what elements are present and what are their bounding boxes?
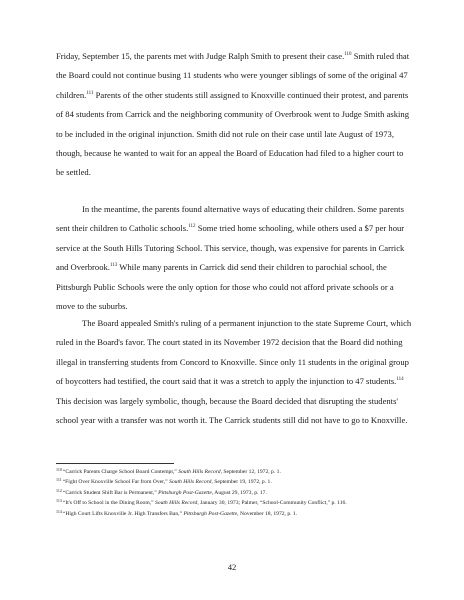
footnote-text: , September 12, 1972, p. 1.	[220, 469, 281, 475]
paragraph-text: While many parents in Carrick did send their children to parochial school, the Pittsburgh Public Schools were the only option for those who could not afford private schools or a move to the suburbs.	[56, 262, 394, 312]
footnote-111	[56, 476, 412, 486]
footnote-number: 113	[56, 498, 62, 504]
footnote-ref-110: 110	[344, 52, 352, 57]
footnote-text: , September 19, 1972, p. 1.	[211, 479, 272, 486]
footnote-source: South Hills Record	[154, 500, 198, 507]
footnote-number: 111	[56, 477, 62, 483]
footnote-text: , January 30, 1973; Palmer, “School-Community Conflict,” p. 116.	[197, 500, 347, 507]
footnote-number: 114	[56, 508, 62, 514]
footnotes	[56, 466, 412, 518]
paragraph-text: This decision was largely symbolic, though, because the Board decided that disrupting the students' school year with a transfer was not worth it. The Carrick students still did not have to go to Knoxville.	[56, 395, 408, 426]
footnote-source: South Hills Record	[178, 469, 221, 475]
footnote-text: “Fight Over Knoxville School Far from Over,”	[62, 479, 170, 486]
footnote-separator	[56, 463, 174, 464]
footnote-ref-113: 113	[109, 263, 118, 269]
footnote-number: 112	[56, 487, 62, 493]
footnote-number: 110	[56, 467, 62, 472]
body-paragraph-1	[56, 47, 412, 183]
body-paragraph-2	[56, 200, 412, 316]
page-number: 42	[227, 562, 237, 572]
footnote-ref-111: 111	[86, 90, 94, 96]
footnote-text: “High Court Lifts Knoxville Jr. High Transfers Ban,”	[62, 510, 184, 517]
footnote-ref-114: 114	[396, 377, 404, 383]
footnote-114	[56, 508, 412, 518]
footnote-112	[56, 487, 412, 497]
footnote-text: “Carrick Student Shift Bar is Permanent,”	[62, 489, 159, 496]
footnote-113	[56, 497, 412, 507]
paragraph-text: Friday, September 15, the parents met with Judge Ralph Smith to present their case.	[56, 51, 345, 61]
footnote-source: South Hills Record	[169, 479, 212, 486]
footnote-text: , November 18, 1972, p. 1.	[237, 510, 298, 517]
footnote-ref-112: 112	[188, 224, 196, 230]
paragraph-text: In the meantime, the parents found alternative ways of educating their children. Some parents sent their children to Catholic schools.	[56, 204, 404, 234]
paragraph-text: Parents of the other students still assigned to Knoxville continued their protest, and parents of 84 students from Carrick and the neighboring community of Overbrook went to Judge Smith asking to be included in the original injunction. Smith did not rule on their case until late August of 1973, though, because he wanted to wait for an appeal the Board of Education had filed to a higher court to be settled.	[56, 89, 410, 178]
footnote-source: Pittsburgh Post-Gazette	[183, 510, 238, 517]
footnote-text: “Carrick Parents Charge School Board Contempt,”	[62, 469, 179, 475]
footnote-source: Pittsburgh Post-Gazette	[158, 489, 212, 496]
paragraph-text: The Board appealed Smith's ruling of a permanent injunction to the state Supreme Court, which ruled in the Board's favor. The court stated in its November 1972 decision that the Board did nothing illegal in transferring students from Concord to Knoxville. Since only 11 students in the original group of boycotters had testified, the court said that it was a stretch to apply the injunction to 47 students.	[56, 318, 412, 387]
paragraph-text: Smith ruled that the Board could not continue busing 11 students who were younger siblings of some of the original 47 children.	[56, 51, 410, 100]
footnote-110	[56, 466, 412, 476]
footnote-text: , August 29, 1973, p. 17.	[211, 489, 267, 496]
paragraph-text: Some tried home schooling, while others used a $7 per hour service at the South Hills Tutoring School. This service, though, was expensive for parents in Carrick and Overbrook.	[56, 223, 405, 273]
footnote-text: “It's Off to School in the Dining Room,”	[62, 500, 155, 507]
body-paragraph-3	[56, 314, 412, 430]
